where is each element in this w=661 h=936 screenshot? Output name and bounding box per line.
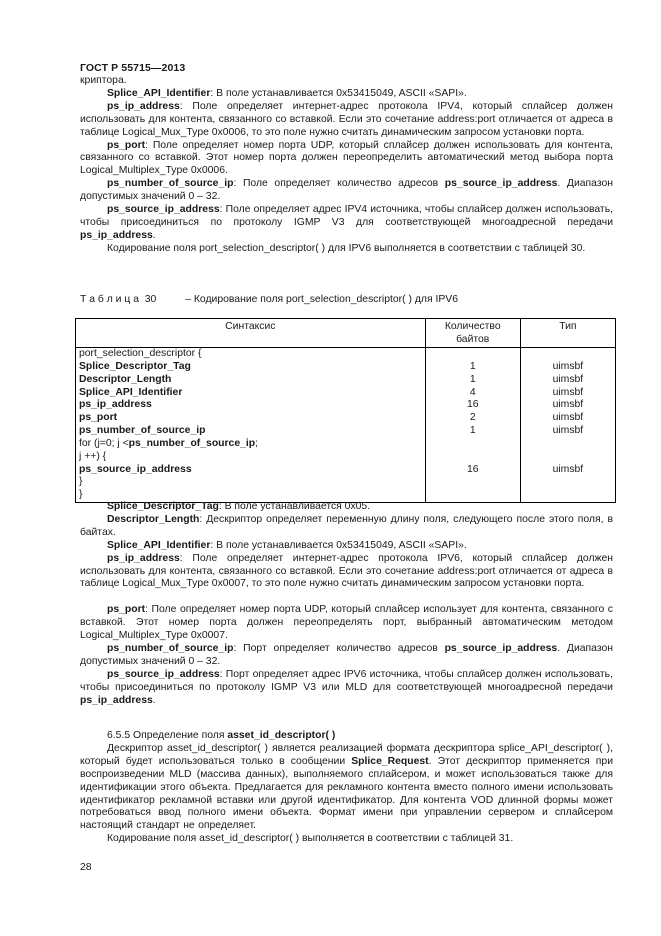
- type-cell: [524, 476, 612, 489]
- type-cell: uimsbf: [552, 373, 584, 385]
- para-encoding-ref-31: Кодирование поля asset_id_descriptor( ) выполняется в соответствии с таблицей 31.: [107, 833, 514, 845]
- lower-text-block: [80, 501, 613, 708]
- section-body: Дескриптор asset_id_descriptor( ) является реализацией формата дескриптора splice_API_descriptor( ), который будет использоваться только в сообщении Splice_Request. Этот дескриптор применяется при воспроизведении MLD (массива данных), выполняемого сплайсером, и может использоваться также для идентификации этого объекта. Предлагается для рекламного контента вместо полного имени использовать идентификатор рекламной вставки или другой идентификатор. Для контента VOD длинной формы может потребоваться ввод полного имени объекта. Формат имени при управлении сервером и сплайсером настоящий стандарт не определяет.: [80, 742, 614, 832]
- table-30: [75, 318, 616, 503]
- bytes-cell: [429, 451, 517, 464]
- para-encoding-ref-30: Кодирование поля port_selection_descriptor( ) для IPV6 выполняется в соответствии с таблицей 30.: [107, 242, 586, 254]
- bytes-cell: 16: [466, 463, 479, 475]
- bytes-cell: 1: [469, 360, 476, 372]
- syntax-cell: Splice_API_Identifier: [79, 386, 183, 398]
- section-6-5-5: [80, 730, 613, 846]
- continuation-text: криптора.: [80, 75, 127, 86]
- syntax-cell: port_selection_descriptor {: [79, 348, 202, 359]
- syntax-cell: for (j=0; j <ps_number_of_source_ip;: [79, 437, 259, 449]
- section-heading: 6.5.5 Определение поля asset_id_descriptor( ): [107, 730, 336, 741]
- type-cell: uimsbf: [552, 360, 584, 372]
- upper-text-block: [80, 75, 613, 256]
- table-body-row: [76, 348, 616, 503]
- syntax-cell: Descriptor_Length: [79, 373, 172, 385]
- bytes-cell: [429, 438, 517, 451]
- syntax-cell: ps_number_of_source_ip: [79, 425, 206, 437]
- syntax-cell: ps_ip_address: [79, 399, 152, 411]
- syntax-cell: }: [79, 489, 83, 501]
- para-ps-source-ip-address-2: ps_source_ip_address: Порт определяет адрес IPV6 источника, чтобы сплайсер должен использовать, чтобы присоединиться по протоколу IGMP V3 или MLD для соответствующей многоадресной передачи ps_ip_address.: [80, 668, 613, 706]
- bytes-cell: 16: [466, 399, 479, 411]
- para-ps-number-of-source-ip: ps_number_of_source_ip: Поле определяет количество адресов ps_source_ip_address. Диапазон допустимых значений 0 – 32.: [80, 178, 613, 203]
- para-ps-port: ps_port: Поле определяет номер порта UDP, который сплайсер должен использовать для контента, связанного со вставкой. Этот номер порта должен переопределить автоматический метод выбора порта Logical_Multiplex_Type 0x0006.: [80, 139, 613, 177]
- type-cell: uimsbf: [552, 425, 584, 437]
- para-descriptor-length: Descriptor_Length: Дескриптор определяет переменную длину поля, следующего после этого поля, в байтах.: [80, 513, 613, 538]
- bytes-column: [425, 348, 520, 503]
- type-cell: uimsbf: [552, 412, 584, 424]
- bytes-cell: 4: [469, 386, 476, 398]
- table-header-row: [76, 319, 616, 348]
- type-cell: [524, 348, 612, 361]
- header-bytes: Количество байтов: [425, 319, 520, 348]
- syntax-cell: ps_port: [79, 412, 118, 424]
- bytes-cell: 2: [469, 412, 476, 424]
- syntax-cell: Splice_Descriptor_Tag: [79, 360, 191, 372]
- bytes-cell: [429, 476, 517, 489]
- para-ps-port-2: ps_port: Поле определяет номер порта UDP, который сплайсер использует для контента, связанного с вставкой. Этот номер порта должен переопределять порт, выбранный автоматическим методом Logical_Multiplex_Type 0x0007.: [80, 604, 613, 642]
- para-ps-ip-address: ps_ip_address: Поле определяет интернет-адрес протокола IPV4, который сплайсер должен использовать для контента, связанного со вставкой. Если это сочетание address:port отличается от адреса в таблице Logical_Mux_Type 0x0006, то это поле нужно считать динамическим запросом установки порта.: [80, 100, 613, 138]
- para-splice-api-identifier-2: Splice_API_Identifier: В поле устанавливается 0x53415049, ASCII «SAPI».: [107, 539, 467, 551]
- para-ps-source-ip-address: ps_source_ip_address: Поле определяет адрес IPV4 источника, чтобы сплайсер должен использовать, чтобы присоединиться по протоколу IGMP V3 для соответствующей многоадресной передачи ps_ip_address.: [80, 204, 613, 241]
- syntax-cell: ps_source_ip_address: [79, 463, 192, 475]
- bytes-cell: [429, 348, 517, 361]
- para-ps-ip-address-2: ps_ip_address: Поле определяет интернет-адрес протокола IPV6, который сплайсер должен использовать для контента, связанного со вставкой. Если это сочетание address:port отличается от адреса в таблице Logical_Mux_Type 0x0007, то это поле нужно считать динамическим запросом установки порта.: [80, 552, 613, 590]
- syntax-cell: }: [79, 476, 83, 488]
- para-splice-api-identifier: Splice_API_Identifier: В поле устанавливается 0x53415049, ASCII «SAPI».: [107, 87, 467, 99]
- type-cell: uimsbf: [552, 386, 584, 398]
- syntax-column: [76, 348, 426, 503]
- bytes-cell: 1: [469, 425, 476, 437]
- header-type: Тип: [520, 319, 615, 348]
- standard-header: ГОСТ Р 55715—2013: [80, 62, 186, 74]
- type-cell: [524, 438, 612, 451]
- type-cell: uimsbf: [552, 463, 584, 475]
- bytes-cell: 1: [469, 373, 476, 385]
- type-cell: uimsbf: [552, 399, 584, 411]
- header-syntax: Синтаксис: [76, 319, 426, 348]
- syntax-cell: j ++) {: [79, 450, 107, 462]
- page-number: 28: [80, 862, 92, 873]
- para-ps-number-of-source-ip-2: ps_number_of_source_ip: Порт определяет количество адресов ps_source_ip_address. Диапазон допустимых значений 0 – 32.: [80, 643, 613, 667]
- type-column: [520, 348, 615, 503]
- type-cell: [524, 451, 612, 464]
- table-caption: Т а б л и ц а 30 – Кодирование поля port_selection_descriptor( ) для IPV6: [80, 294, 458, 305]
- para-splice-descriptor-tag: Splice_Descriptor_Tag: В поле устанавливается 0x05.: [107, 501, 371, 512]
